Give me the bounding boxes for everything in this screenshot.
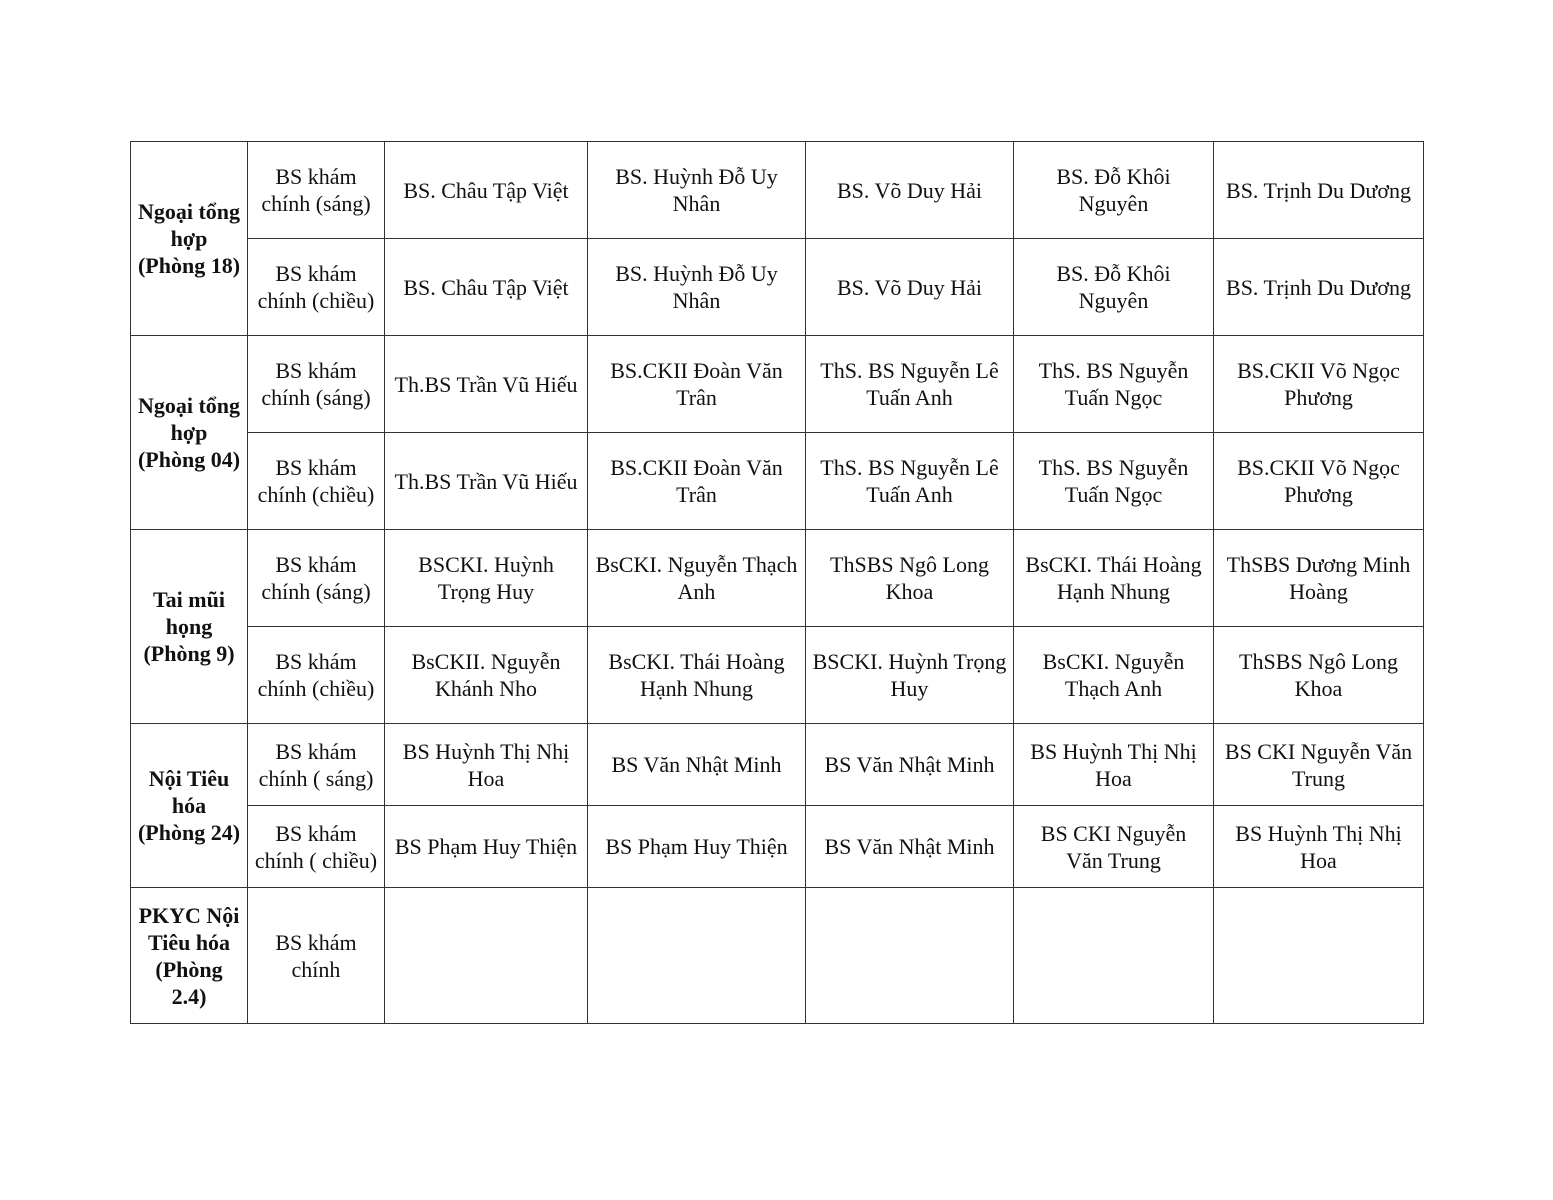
doctor-cell: BS. Trịnh Du Dương [1214, 239, 1424, 336]
doctor-cell [806, 888, 1014, 1024]
doctor-cell [588, 888, 806, 1024]
doctor-cell: BSCKI. Huỳnh Trọng Huy [806, 627, 1014, 724]
doctor-cell: BsCKI. Thái Hoàng Hạnh Nhung [588, 627, 806, 724]
doctor-cell: BS.CKII Võ Ngọc Phương [1214, 433, 1424, 530]
doctor-cell: BS CKI Nguyễn Văn Trung [1214, 724, 1424, 806]
department-name: Nội Tiêu hóa (Phòng 24) [131, 724, 248, 888]
doctor-cell: ThSBS Dương Minh Hoàng [1214, 530, 1424, 627]
doctor-cell: BsCKI. Nguyễn Thạch Anh [1014, 627, 1214, 724]
table-row [131, 239, 1424, 336]
doctor-cell: BsCKII. Nguyễn Khánh Nho [385, 627, 588, 724]
doctor-cell: BS. Đỗ Khôi Nguyên [1014, 142, 1214, 239]
shift-label: BS khám chính (sáng) [248, 142, 385, 239]
shift-label: BS khám chính (chiều) [248, 433, 385, 530]
doctor-cell: BS. Châu Tập Việt [385, 142, 588, 239]
department-name: PKYC Nội Tiêu hóa (Phòng 2.4) [131, 888, 248, 1024]
doctor-cell: ThS. BS Nguyễn Lê Tuấn Anh [806, 433, 1014, 530]
table-row [131, 627, 1424, 724]
doctor-cell: BS Huỳnh Thị Nhị Hoa [385, 724, 588, 806]
table-row [131, 142, 1424, 239]
doctor-cell [1014, 888, 1214, 1024]
department-name: Ngoại tổng hợp (Phòng 04) [131, 336, 248, 530]
doctor-cell: BS. Võ Duy Hải [806, 239, 1014, 336]
shift-label: BS khám chính [248, 888, 385, 1024]
doctor-cell: BS. Võ Duy Hải [806, 142, 1014, 239]
doctor-cell [1214, 888, 1424, 1024]
doctor-cell: BSCKI. Huỳnh Trọng Huy [385, 530, 588, 627]
shift-label: BS khám chính ( sáng) [248, 724, 385, 806]
shift-label: BS khám chính (chiều) [248, 627, 385, 724]
doctor-cell: BS Huỳnh Thị Nhị Hoa [1214, 806, 1424, 888]
doctor-cell [385, 888, 588, 1024]
table-row [131, 806, 1424, 888]
department-name: Ngoại tổng hợp (Phòng 18) [131, 142, 248, 336]
department-name: Tai mũi họng (Phòng 9) [131, 530, 248, 724]
shift-label: BS khám chính ( chiều) [248, 806, 385, 888]
doctor-cell: BS Văn Nhật Minh [806, 724, 1014, 806]
table-row [131, 336, 1424, 433]
shift-label: BS khám chính (chiều) [248, 239, 385, 336]
doctor-cell: BsCKI. Nguyễn Thạch Anh [588, 530, 806, 627]
doctor-cell: ThS. BS Nguyễn Tuấn Ngọc [1014, 433, 1214, 530]
table-row [131, 888, 1424, 1024]
doctor-cell: BS CKI Nguyễn Văn Trung [1014, 806, 1214, 888]
shift-label: BS khám chính (sáng) [248, 336, 385, 433]
doctor-cell: BS Phạm Huy Thiện [385, 806, 588, 888]
doctor-cell: BS Văn Nhật Minh [806, 806, 1014, 888]
doctor-cell: BS. Huỳnh Đỗ Uy Nhân [588, 142, 806, 239]
doctor-cell: BS.CKII Đoàn Văn Trân [588, 433, 806, 530]
doctor-cell: BS.CKII Đoàn Văn Trân [588, 336, 806, 433]
schedule-table [130, 141, 1424, 1024]
doctor-cell: BS. Huỳnh Đỗ Uy Nhân [588, 239, 806, 336]
table-row [131, 724, 1424, 806]
doctor-cell: BsCKI. Thái Hoàng Hạnh Nhung [1014, 530, 1214, 627]
doctor-cell: ThS. BS Nguyễn Lê Tuấn Anh [806, 336, 1014, 433]
doctor-cell: BS Văn Nhật Minh [588, 724, 806, 806]
doctor-cell: Th.BS Trần Vũ Hiếu [385, 433, 588, 530]
doctor-cell: BS. Trịnh Du Dương [1214, 142, 1424, 239]
doctor-cell: ThS. BS Nguyễn Tuấn Ngọc [1014, 336, 1214, 433]
doctor-cell: ThSBS Ngô Long Khoa [1214, 627, 1424, 724]
table-row [131, 530, 1424, 627]
doctor-cell: ThSBS Ngô Long Khoa [806, 530, 1014, 627]
doctor-cell: BS. Châu Tập Việt [385, 239, 588, 336]
doctor-cell: BS.CKII Võ Ngọc Phương [1214, 336, 1424, 433]
shift-label: BS khám chính (sáng) [248, 530, 385, 627]
table-row [131, 433, 1424, 530]
doctor-cell: BS Huỳnh Thị Nhị Hoa [1014, 724, 1214, 806]
doctor-cell: Th.BS Trần Vũ Hiếu [385, 336, 588, 433]
doctor-cell: BS Phạm Huy Thiện [588, 806, 806, 888]
doctor-cell: BS. Đỗ Khôi Nguyên [1014, 239, 1214, 336]
